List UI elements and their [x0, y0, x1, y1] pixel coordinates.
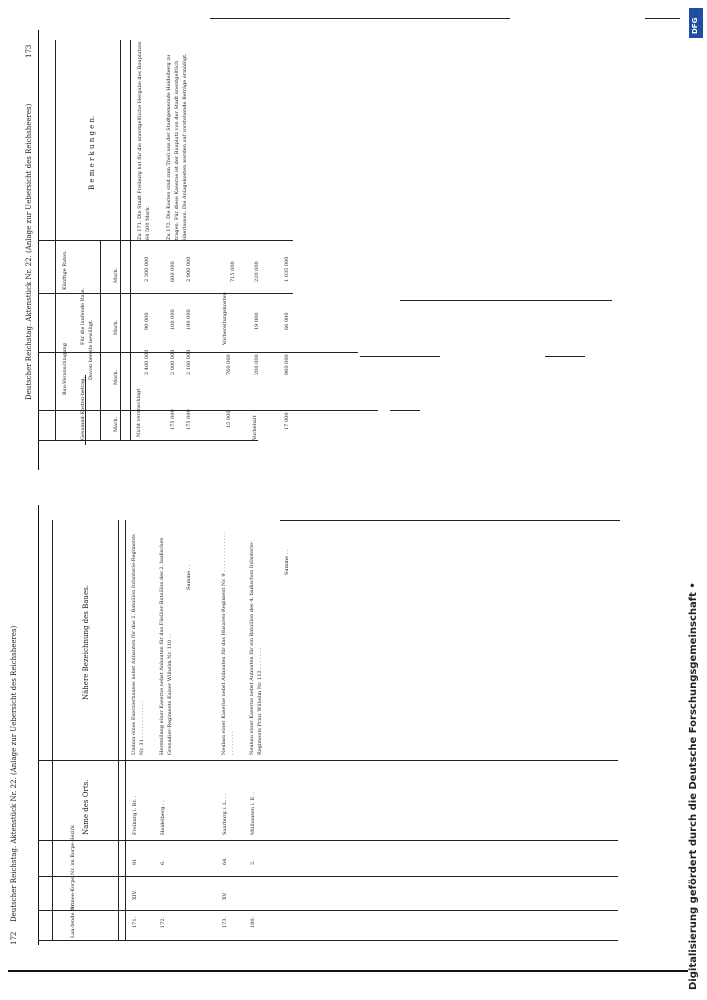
page-172-column-divider [38, 876, 618, 877]
header-lfd-nr: Lau-fende Nr. [70, 903, 76, 938]
cell-kuenftig: 600 000 [170, 261, 176, 282]
page-173-top-rule-right [645, 18, 680, 19]
running-title: Deutscher Reichstag. Aktenstück Nr. 22. (Anlage zur Uebersicht des Reichsheeres) [25, 103, 33, 400]
unit-mark: Mark. [113, 319, 119, 335]
page-172-header-rule [52, 520, 53, 940]
cell-bewilligt: 200 000 [254, 354, 260, 375]
cell-rate: 90 000 [144, 312, 150, 330]
page-number: 172 [10, 931, 18, 945]
header-rate: Für die laufende Rate. [80, 287, 86, 345]
page-172-bottom-rule [38, 940, 618, 941]
header-armee-korps: Armee-Korps [70, 876, 76, 910]
cell-ort: Freiburg i. Br. . [132, 795, 138, 835]
page-172-header-rule-2 [118, 520, 119, 940]
unit-mark: Mark. [113, 416, 119, 432]
header-bemerkungen: B e m e r k u n g e n. [88, 115, 96, 190]
cell-korps: XIV. [132, 890, 138, 900]
page-172-left-border [38, 505, 39, 945]
page-173-rule [360, 356, 440, 357]
page-173-bottom-rule [38, 440, 258, 441]
cell-bewilligt: 2 160 000 [186, 349, 192, 375]
cell-text: Neubau einer Kaserne nebst Anbauten für das Husaren-Regiment Nr. 9 . . . . . . . . . . . . . . . . . . . . . [221, 532, 235, 755]
cell-korps: XV. [222, 892, 228, 900]
cell-bezirk: 2. [250, 860, 256, 865]
cell-nr: 172. [160, 916, 166, 928]
cell-gesamt: 17 000 [284, 412, 290, 430]
page-173-rule [400, 300, 612, 301]
cell-gesamt: 15 000 [226, 410, 232, 428]
cell-rate: Vorbereitungskosten [222, 292, 228, 345]
header-kuenftig: Künftige Raten. [62, 250, 68, 290]
page-173-rule [100, 240, 101, 440]
page-172-column-divider [38, 760, 618, 761]
dfg-watermark-text: Digitalisierung gefördert durch die Deutsche Forschungsgemeinschaft • [688, 582, 699, 990]
page-173-column-divider [38, 352, 358, 353]
page-172-base-rule [8, 970, 688, 972]
cell-gesamt: Vorbehalt [252, 415, 258, 440]
dfg-logo-text: DFG [691, 17, 699, 34]
cell-kuenftig: 715 000 [230, 261, 236, 282]
page-173-left-border [38, 30, 39, 470]
header-name-des-orts: Name des Orts. [82, 779, 90, 835]
page-173-rule [390, 410, 420, 411]
cell-bewilligt: 960 000 [284, 354, 290, 375]
page-173-rule [545, 356, 585, 357]
cell-summe: Summe . . [186, 564, 192, 590]
cell-summe: Summe . . [284, 549, 290, 575]
cell-rate: 100 000 [170, 309, 176, 330]
page-173-column-divider [38, 293, 293, 294]
page-172-header-rule-3 [125, 520, 126, 940]
cell-gesamt: 175 000 [170, 409, 176, 430]
cell-kuenftig: 2 300 000 [144, 256, 150, 282]
cell-bezirk: 64. [222, 857, 228, 865]
page-number: 173 [25, 44, 33, 58]
cell-bezirk: 91 [132, 858, 138, 865]
header-gesamt: Gesammt-Kosten-betrag. [80, 376, 86, 440]
page-173-column-divider [38, 410, 378, 411]
remark-172: Zu 172. Die Kosten sind zum Theil aus der Stadtgemeinde Heidelberg zu tragen. Für diese Kaserne ist der Bauplatz von der Stadt unentgeltlich überlassen. Die Anlagekosten werden auf vorstehende Beträge ermäßigt. [166, 53, 188, 240]
cell-nr: 173. [222, 916, 228, 928]
cell-text: Herstellung einer Kaserne nebst Anbauten für das Füsilier-Bataillon des 2. badischen Grenadier-Regiments Kaiser Wilhelm Nr. 110 . . [159, 537, 173, 755]
page-172-column-divider [38, 840, 618, 841]
dfg-watermark [686, 0, 707, 1000]
header-nr-bezirk: Nr. im Korps-Bezirk [70, 824, 76, 875]
cell-text: Umbau eines Exerzierhauses nebst Anbauten für das 2. Bataillon Infanterie-Regiments Nr. 31 . . . . . . . . . . . . [131, 534, 145, 755]
cell-nr: 171. [132, 916, 138, 928]
cell-rate: 19 000 [254, 312, 260, 330]
cell-rate: 66 000 [284, 312, 290, 330]
header-bewilligt: Davon bereits bewilligt. [88, 319, 94, 380]
unit-mark: Mark. [113, 267, 119, 283]
cell-kuenftig: 2 900 000 [186, 256, 192, 282]
page-173-top-rule [210, 18, 510, 19]
cell-bewilligt: 2 000 000 [170, 349, 176, 375]
cell-rate: 190 000 [186, 309, 192, 330]
cell-nr: 180. [250, 916, 256, 928]
header-bezeichnung: Nähere Bezeichnung des Baues. [82, 585, 90, 700]
cell-bezirk: 6. [160, 860, 166, 865]
running-title: Deutscher Reichstag. Aktenstück Nr. 22. (Anlage zur Uebersicht des Reichsheeres) [10, 625, 18, 922]
page-173-column-divider [38, 240, 293, 241]
cell-kuenftig: 1 035 000 [284, 256, 290, 282]
unit-mark: Mark. [113, 369, 119, 385]
cell-ort: Heidelberg . . [160, 800, 166, 835]
cell-gesamt: Nicht veranschlagt [136, 388, 142, 437]
cell-kuenftig: 220 000 [254, 261, 260, 282]
cell-text: Neubau einer Kaserne nebst Anbauten für ein Bataillon des 4. badischen Infanterie-Regiments Prinz Wilhelm Nr. 112 . . . . . . . [249, 541, 263, 755]
cell-bewilligt: 760 000 [226, 354, 232, 375]
cell-gesamt: 175 000 [186, 409, 192, 430]
page-172-rule [280, 520, 620, 521]
remark-171: Zu 171. Die Stadt Freiburg hat für die unentgeltliche Hergabe des Bauplatzes 64 500 Mark. [137, 41, 151, 240]
cell-ort: Saarburg i. L. . . [222, 793, 228, 835]
page-172-column-divider [38, 910, 618, 911]
cell-bewilligt: 2 400 000 [144, 349, 150, 375]
header-bauschaetzung: Bau-Veranschlagung [62, 343, 68, 395]
dfg-logo [689, 8, 703, 38]
cell-ort: Mülhausen i. E. . [250, 792, 256, 835]
